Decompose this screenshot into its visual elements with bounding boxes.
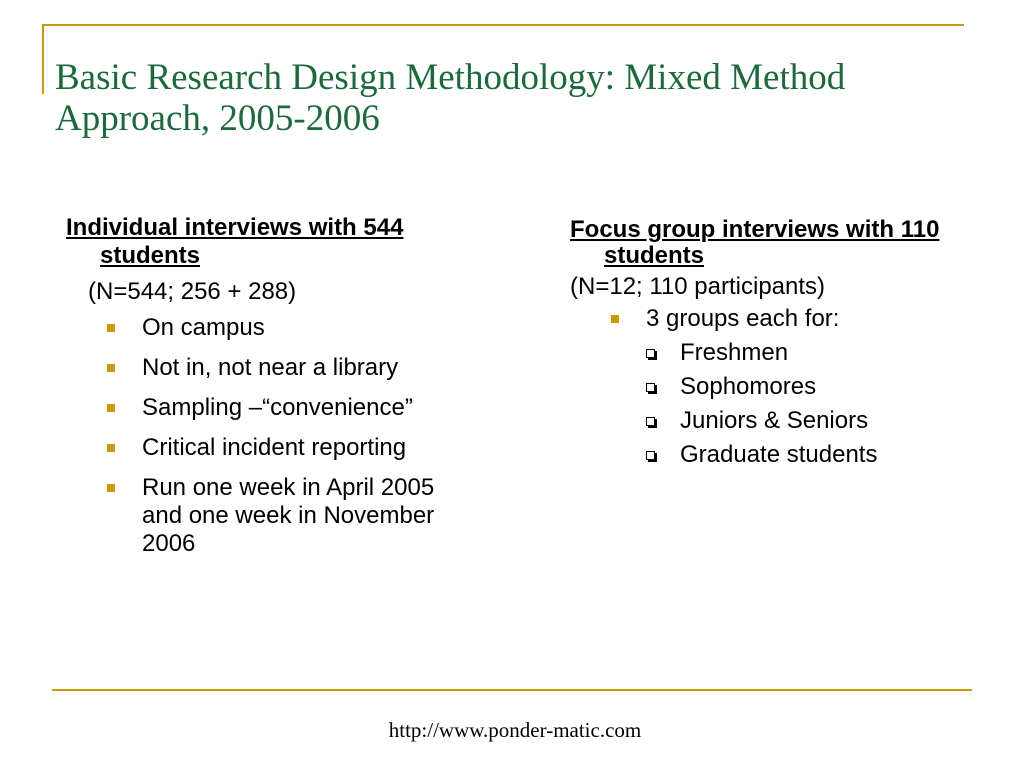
left-column <box>66 214 486 570</box>
sub-list-item <box>646 407 990 435</box>
list-item <box>104 354 486 382</box>
list-item <box>104 314 486 342</box>
left-rule <box>42 24 44 94</box>
square-bullet-icon <box>107 484 115 492</box>
square-bullet-icon <box>611 315 619 323</box>
sub-list-item <box>646 373 990 401</box>
bottom-rule <box>52 689 972 691</box>
list-item <box>104 474 442 558</box>
right-heading: Focus group interviews with 110 students <box>570 216 940 269</box>
list-item-label: Run one week in April 2005 and one week in November 2006 <box>142 474 435 557</box>
left-heading: Individual interviews with 544 students <box>66 214 404 269</box>
footer-url: http://www.ponder-matic.com <box>388 718 642 742</box>
sub-list-item-label: Sophomores <box>680 373 817 400</box>
top-rule <box>42 24 964 26</box>
list-item <box>104 394 486 422</box>
right-bullet-list <box>570 305 990 469</box>
sub-list-item-label: Freshmen <box>680 339 789 366</box>
checkbox-bullet-icon <box>646 451 655 460</box>
sub-list-item <box>646 339 990 367</box>
list-item-label: Sampling –“convenience” <box>142 394 413 421</box>
list-item-label: 3 groups each for: <box>646 305 840 332</box>
sub-list-item-label: Graduate students <box>680 441 878 468</box>
list-item-label: Critical incident reporting <box>142 434 407 461</box>
list-item-label: On campus <box>142 314 265 341</box>
checkbox-bullet-icon <box>646 349 655 358</box>
right-sub-list <box>646 339 990 469</box>
square-bullet-icon <box>107 324 115 332</box>
list-item <box>104 434 486 462</box>
right-column <box>570 217 990 475</box>
list-item <box>608 305 990 469</box>
slide-title: Basic Research Design Methodology: Mixed Method Approach, 2005-2006 <box>55 57 846 139</box>
checkbox-bullet-icon <box>646 417 655 426</box>
sub-list-item <box>646 441 990 469</box>
right-sample-size: (N=12; 110 participants) <box>570 273 826 300</box>
square-bullet-icon <box>107 364 115 372</box>
left-bullet-list <box>66 314 486 558</box>
sub-list-item-label: Juniors & Seniors <box>680 407 869 434</box>
left-sample-size: (N=544; 256 + 288) <box>88 278 297 305</box>
list-item-label: Not in, not near a library <box>142 354 399 381</box>
square-bullet-icon <box>107 404 115 412</box>
square-bullet-icon <box>107 444 115 452</box>
checkbox-bullet-icon <box>646 383 655 392</box>
